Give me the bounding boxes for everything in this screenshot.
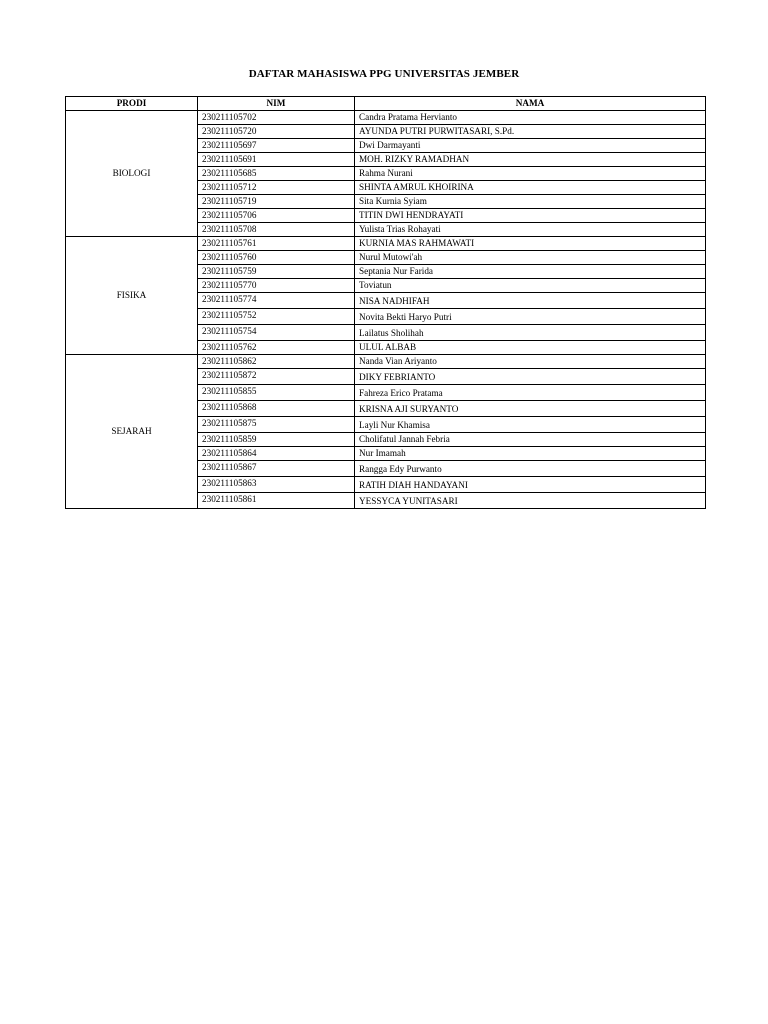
nama-cell: Fahreza Erico Pratama <box>355 385 706 401</box>
nama-cell: KURNIA MAS RAHMAWATI <box>355 237 706 251</box>
nim-cell: 230211105691 <box>198 153 355 167</box>
nama-cell: TITIN DWI HENDRAYATI <box>355 209 706 223</box>
nama-cell: Toviatun <box>355 279 706 293</box>
nim-cell: 230211105863 <box>198 477 355 493</box>
nama-cell: RATIH DIAH HANDAYANI <box>355 477 706 493</box>
prodi-cell: FISIKA <box>66 237 198 355</box>
prodi-cell: BIOLOGI <box>66 111 198 237</box>
nama-cell: Sita Kurnia Syiam <box>355 195 706 209</box>
nama-cell: YESSYCA YUNITASARI <box>355 493 706 509</box>
nama-cell: Nanda Vian Ariyanto <box>355 355 706 369</box>
nama-cell: MOH. RIZKY RAMADHAN <box>355 153 706 167</box>
nama-cell: NISA NADHIFAH <box>355 293 706 309</box>
nim-cell: 230211105761 <box>198 237 355 251</box>
nim-cell: 230211105855 <box>198 385 355 401</box>
header-nim: NIM <box>198 97 355 111</box>
nama-cell: Novita Bekti Haryo Putri <box>355 309 706 325</box>
nim-cell: 230211105719 <box>198 195 355 209</box>
student-table <box>65 96 706 509</box>
nim-cell: 230211105720 <box>198 125 355 139</box>
nim-cell: 230211105872 <box>198 369 355 385</box>
nama-cell: Nur Imamah <box>355 447 706 461</box>
nim-cell: 230211105762 <box>198 341 355 355</box>
nim-cell: 230211105708 <box>198 223 355 237</box>
nama-cell: AYUNDA PUTRI PURWITASARI, S.Pd. <box>355 125 706 139</box>
nim-cell: 230211105770 <box>198 279 355 293</box>
nim-cell: 230211105706 <box>198 209 355 223</box>
nim-cell: 230211105712 <box>198 181 355 195</box>
header-nama: NAMA <box>355 97 706 111</box>
nim-cell: 230211105864 <box>198 447 355 461</box>
nim-cell: 230211105868 <box>198 401 355 417</box>
nama-cell: Dwi Darmayanti <box>355 139 706 153</box>
nim-cell: 230211105867 <box>198 461 355 477</box>
nim-cell: 230211105752 <box>198 309 355 325</box>
nim-cell: 230211105774 <box>198 293 355 309</box>
nama-cell: Rahma Nurani <box>355 167 706 181</box>
header-prodi: PRODI <box>66 97 198 111</box>
nama-cell: KRISNA AJI SURYANTO <box>355 401 706 417</box>
nama-cell: Layli Nur Khamisa <box>355 417 706 433</box>
nim-cell: 230211105702 <box>198 111 355 125</box>
nim-cell: 230211105875 <box>198 417 355 433</box>
table-row <box>66 355 706 369</box>
nama-cell: Rangga Edy Purwanto <box>355 461 706 477</box>
nama-cell: ULUL ALBAB <box>355 341 706 355</box>
prodi-cell: SEJARAH <box>66 355 198 509</box>
nim-cell: 230211105685 <box>198 167 355 181</box>
page-title: DAFTAR MAHASISWA PPG UNIVERSITAS JEMBER <box>248 68 520 80</box>
nim-cell: 230211105754 <box>198 325 355 341</box>
nama-cell: DIKY FEBRIANTO <box>355 369 706 385</box>
nama-cell: Candra Pratama Hervianto <box>355 111 706 125</box>
nama-cell: Lailatus Sholihah <box>355 325 706 341</box>
nim-cell: 230211105862 <box>198 355 355 369</box>
nama-cell: Yulista Trias Rohayati <box>355 223 706 237</box>
nim-cell: 230211105859 <box>198 433 355 447</box>
table-row <box>66 111 706 125</box>
nama-cell: Cholifatul Jannah Febria <box>355 433 706 447</box>
table-row <box>66 237 706 251</box>
nama-cell: Septania Nur Farida <box>355 265 706 279</box>
nama-cell: SHINTA AMRUL KHOIRINA <box>355 181 706 195</box>
nim-cell: 230211105760 <box>198 251 355 265</box>
nim-cell: 230211105861 <box>198 493 355 509</box>
table-body <box>66 111 706 509</box>
table-header-row <box>66 97 706 111</box>
nama-cell: Nurul Mutowi'ah <box>355 251 706 265</box>
nim-cell: 230211105759 <box>198 265 355 279</box>
nim-cell: 230211105697 <box>198 139 355 153</box>
